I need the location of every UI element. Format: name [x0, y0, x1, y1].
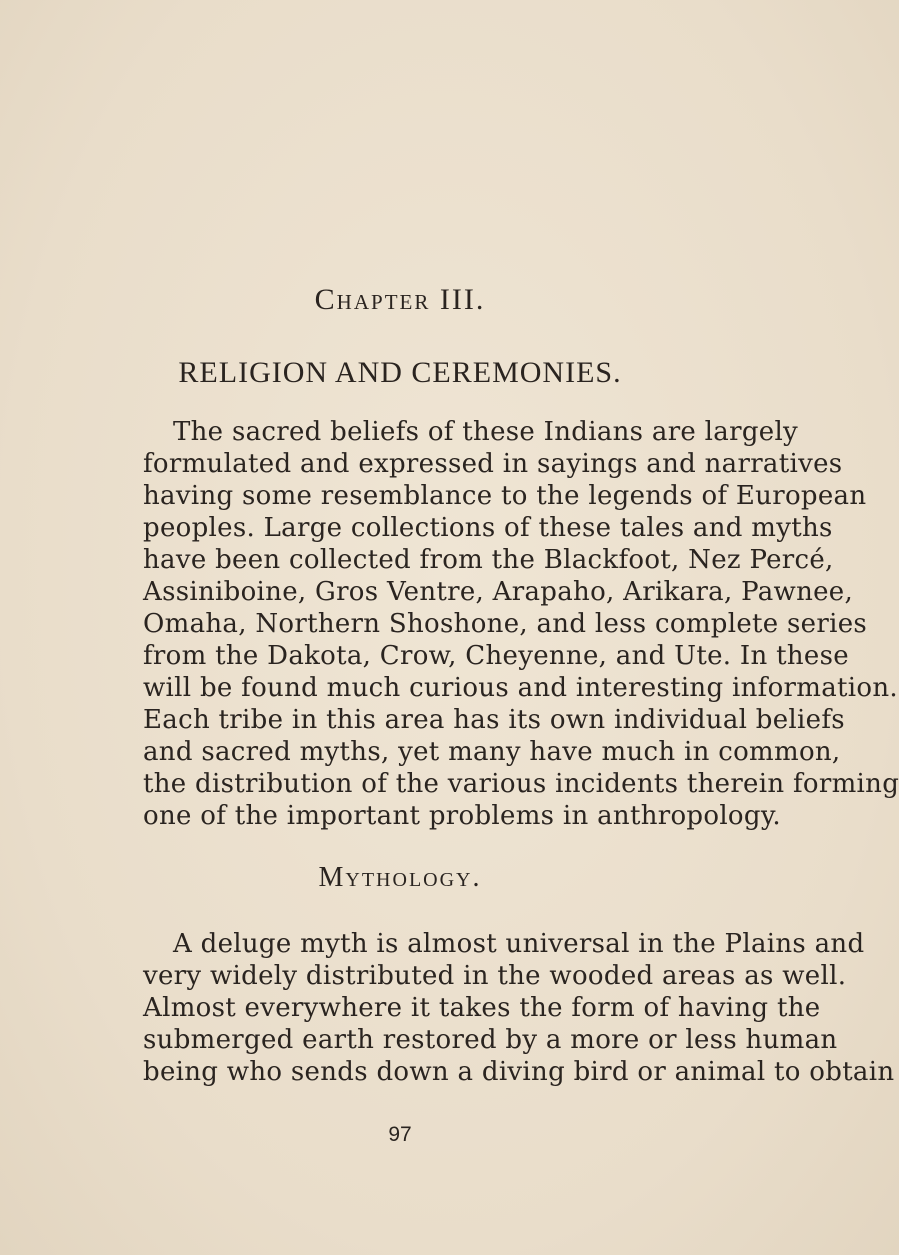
paragraph-religion-intro	[143, 416, 899, 832]
text-line: Almost everywhere it takes the form of having the	[143, 993, 821, 1023]
chapter-title: RELIGION AND CEREMONIES.	[178, 356, 622, 389]
text-line: submerged earth restored by a more or less human	[143, 1025, 838, 1055]
text-line: Omaha, Northern Shoshone, and less complete series	[143, 609, 868, 639]
chapter-number-heading: Chapter III.	[314, 283, 486, 316]
section-heading-mythology: Mythology.	[318, 862, 482, 893]
text-line: Each tribe in this area has its own individual beliefs	[143, 705, 845, 735]
paragraph-mythology	[143, 928, 895, 1088]
page-number: 97	[388, 1123, 412, 1146]
text-line: have been collected from the Blackfoot, Nez Percé,	[143, 545, 834, 575]
text-line: peoples. Large collections of these tales and myths	[143, 513, 833, 543]
text-line: very widely distributed in the wooded areas as well.	[143, 961, 847, 991]
text-line: formulated and expressed in sayings and narratives	[143, 449, 843, 479]
text-line: will be found much curious and interesting information.	[143, 673, 898, 703]
text-line: Assiniboine, Gros Ventre, Arapaho, Arikara, Pawnee,	[143, 577, 854, 607]
text-line: from the Dakota, Crow, Cheyenne, and Ute. In these	[143, 641, 849, 671]
text-line: one of the important problems in anthropology.	[143, 801, 781, 831]
text-line: the distribution of the various incidents therein forming	[143, 769, 899, 799]
text-line: The sacred beliefs of these Indians are largely	[173, 417, 799, 447]
text-line: A deluge myth is almost universal in the Plains and	[173, 929, 865, 959]
text-line: and sacred myths, yet many have much in common,	[143, 737, 841, 767]
text-line: being who sends down a diving bird or animal to obtain	[143, 1057, 895, 1087]
text-line: having some resemblance to the legends of European	[143, 481, 867, 511]
